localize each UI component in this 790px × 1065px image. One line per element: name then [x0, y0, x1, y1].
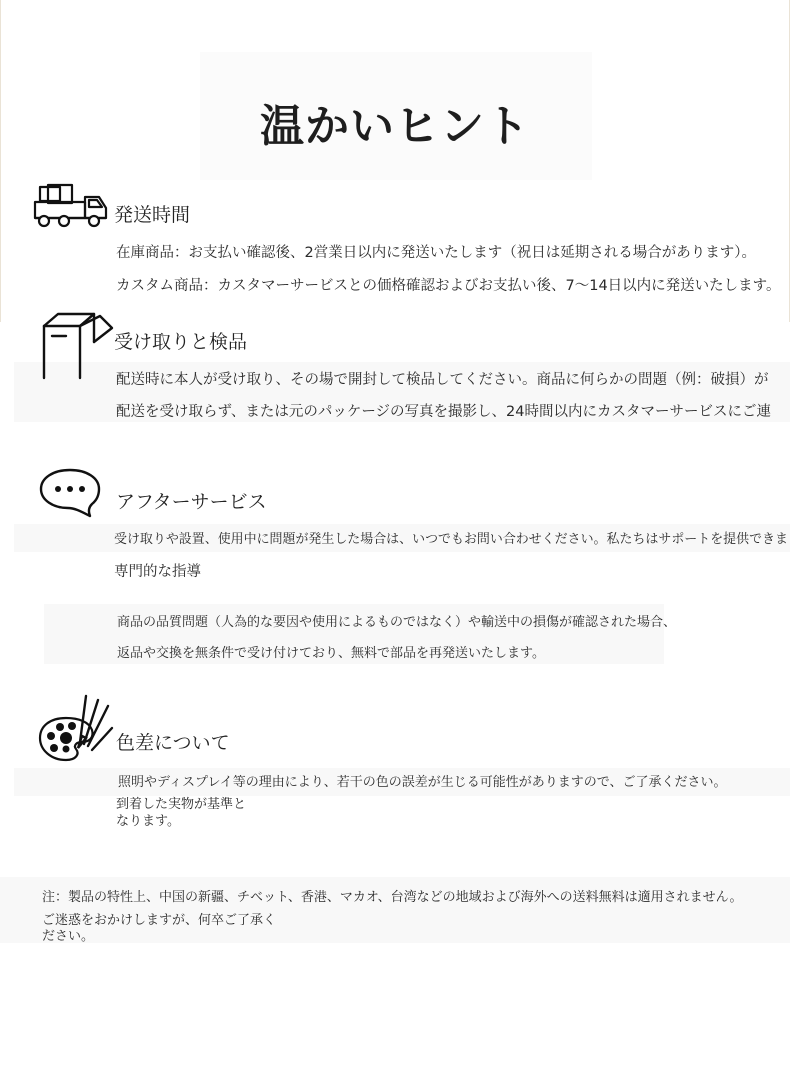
shipping-heading: 発送時間 — [114, 204, 191, 226]
after-service-sub-line-2: 返品や交換を無条件で受け付けており、無料で部品を再発送いたします。 — [117, 646, 545, 661]
truck-icon — [32, 183, 112, 229]
inspection-line-1: 配送時に本人が受け取り、その場で開封して検品してください。商品に何らかの問題（例：破損）が — [116, 372, 769, 388]
chat-bubble-icon — [38, 467, 104, 521]
box-icon — [38, 312, 116, 382]
palette-icon — [36, 692, 116, 764]
color-line-3: なります。 — [116, 814, 180, 829]
shipping-line-stock: 在庫商品：お支払い確認後、2営業日以内に発送いたします（祝日は延期される場合があります）。 — [116, 245, 756, 261]
after-service-sub-line-1: 商品の品質問題（人為的な要因や使用によるものではなく）や輸送中の損傷が確認された場合、 — [117, 615, 677, 630]
after-service-line-2: 専門的な指導 — [114, 564, 201, 580]
color-line-2: 到着した実物が基準と — [116, 797, 247, 812]
inspection-line-2: 配送を受け取らず、または元のパッケージの写真を撮影し、24時間以内にカスタマーサービスにご連 — [116, 404, 771, 420]
note-line-2: ご迷惑をおかけしますが、何卒ご了承く — [42, 913, 277, 928]
color-line-1: 照明やディスプレイ等の理由により、若干の色の誤差が生じる可能性がありますので、ご了承ください。 — [118, 775, 727, 790]
color-heading: 色差について — [116, 732, 230, 754]
note-line-3: ださい。 — [42, 929, 95, 944]
note-line-1: 注：製品の特性上、中国の新疆、チベット、香港、マカオ、台湾などの地域および海外への送料無料は適用されません。 — [42, 890, 743, 905]
shipping-line-custom: カスタム商品：カスタマーサービスとの価格確認およびお支払い後、7〜14日以内に発送いたします。 — [116, 278, 781, 294]
page-title: 温かいヒント — [260, 101, 530, 152]
after-service-heading: アフターサービス — [116, 491, 267, 513]
inspection-heading: 受け取りと検品 — [114, 331, 248, 353]
after-service-line-1: 受け取りや設置、使用中に問題が発生した場合は、いつでもお問い合わせください。私たちはサポートを提供できま — [114, 532, 788, 547]
page-edge-left — [0, 0, 1, 322]
